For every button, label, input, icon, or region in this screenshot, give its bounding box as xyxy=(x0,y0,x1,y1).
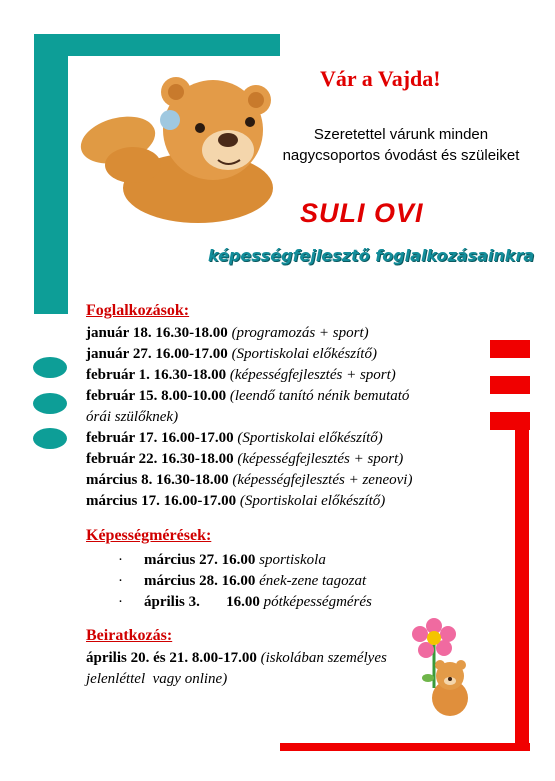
session-item xyxy=(86,344,412,365)
red-bar-1 xyxy=(490,340,530,358)
sessions-heading: Foglalkozások: xyxy=(86,302,190,319)
enrollment-desc-2: jelenléttel vagy online) xyxy=(86,671,228,687)
enrollment-line-1 xyxy=(86,648,387,669)
test-item xyxy=(118,592,372,613)
test-desc: ének-zene tagozat xyxy=(259,573,367,589)
session-date: február 17. 16.00-17.00 xyxy=(86,430,234,446)
program-subtitle: képességfejlesztő foglalkozásainkra xyxy=(208,246,535,265)
session-item xyxy=(86,407,412,428)
test-desc: sportiskola xyxy=(259,552,326,568)
session-item xyxy=(86,491,412,512)
red-frame-bottom xyxy=(280,743,530,751)
session-desc: (Sportiskolai előkészítő) xyxy=(239,493,386,509)
session-item xyxy=(86,386,412,407)
teddy-bear-image xyxy=(78,70,278,230)
session-date: március 8. 16.30-18.00 xyxy=(86,472,229,488)
session-date: január 27. 16.00-17.00 xyxy=(86,346,228,362)
teal-frame-left xyxy=(34,34,68,314)
bullet-mark: · xyxy=(118,573,123,589)
enrollment-date: április 20. és 21. 8.00-17.00 xyxy=(86,650,257,666)
enrollment-text xyxy=(86,648,387,690)
red-frame-right xyxy=(515,420,529,750)
teal-frame-top xyxy=(34,34,280,56)
test-date: március 28. 16.00 xyxy=(144,573,256,589)
test-item xyxy=(118,550,372,571)
session-item xyxy=(86,323,412,344)
poster-title: Vár a Vajda! xyxy=(320,66,441,91)
session-item xyxy=(86,428,412,449)
program-name: SULI OVI xyxy=(300,198,424,228)
enrollment-desc: (iskolában személyes xyxy=(260,650,387,666)
session-desc: (leendő tanító nénik bemutató xyxy=(229,388,410,404)
session-desc: (képességfejlesztés + sport) xyxy=(229,367,396,383)
greeting-text: Szeretettel várunk minden nagycsoportos óvodást és szüleiket xyxy=(282,126,520,164)
bullet-mark: · xyxy=(118,552,123,568)
session-desc: órái szülőknek) xyxy=(86,409,179,425)
enrollment-heading: Beiratkozás: xyxy=(86,627,173,644)
session-date: február 15. 8.00-10.00 xyxy=(86,388,227,404)
test-item xyxy=(118,571,372,592)
tests-list xyxy=(118,550,372,613)
red-bar-2 xyxy=(490,376,530,394)
enrollment-line-2 xyxy=(86,669,387,690)
bear-with-flower-image xyxy=(404,618,476,718)
tests-heading: Képességmérések: xyxy=(86,527,212,544)
test-desc: pótképességmérés xyxy=(263,594,372,610)
session-desc: (képességfejlesztés + sport) xyxy=(237,451,404,467)
teal-oval-3 xyxy=(33,428,67,449)
session-date: március 17. 16.00-17.00 xyxy=(86,493,237,509)
teal-oval-1 xyxy=(33,357,67,378)
session-desc: (programozás + sport) xyxy=(231,325,369,341)
sessions-list xyxy=(86,323,412,512)
test-date: március 27. 16.00 xyxy=(144,552,256,568)
session-date: február 1. 16.30-18.00 xyxy=(86,367,227,383)
session-desc: (Sportiskolai előkészítő) xyxy=(231,346,377,362)
session-date: február 22. 16.30-18.00 xyxy=(86,451,234,467)
session-date: január 18. 16.30-18.00 xyxy=(86,325,228,341)
session-item xyxy=(86,365,412,386)
session-desc: (Sportiskolai előkészítő) xyxy=(237,430,383,446)
session-item xyxy=(86,470,412,491)
session-item xyxy=(86,449,412,470)
test-date: április 3. 16.00 xyxy=(144,594,260,610)
teal-oval-2 xyxy=(33,393,67,414)
bullet-mark: · xyxy=(118,594,123,610)
session-desc: (képességfejlesztés + zeneovi) xyxy=(232,472,413,488)
